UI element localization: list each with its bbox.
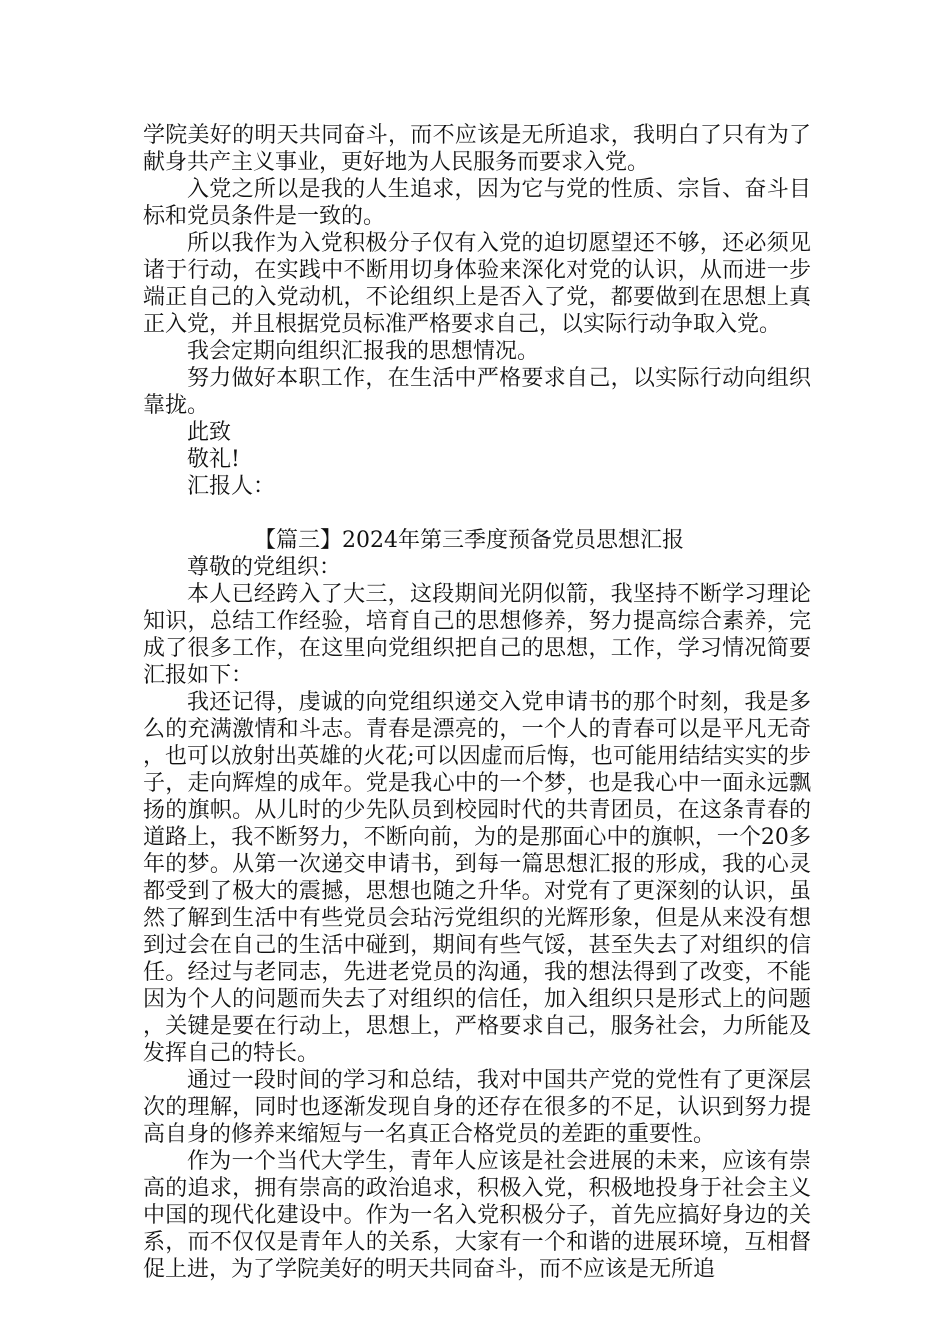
closing-regards: 敬礼! xyxy=(187,447,240,472)
section-paragraph-4: 作为一个当代大学生，青年人应该是社会进展的未来，应该有崇高的追求，拥有崇高的政治追求，积极入党，积极地投身于社会主义中国的现代化建设中。作为一名入党积极分子，首先应搞好身边的关系，而不仅仅是青年人的关系，大家有一个和谐的进展环境，互相督促上进，为了学院美好的明天共同奋斗，而不应该是无所追 xyxy=(143,1149,811,1282)
section-gap xyxy=(143,500,811,527)
paragraph-2: 所以我作为入党积极分子仅有入党的迫切愿望还不够，还必须见诸于行动，在实践中不断用切身体验来深化对党的认识，从而进一步端正自己的入党动机，不论组织上是否入了党，都要做到在思想上真正入党，并且根据党员标准严格要求自己，以实际行动争取入党。 xyxy=(143,231,811,337)
section-paragraph-2: 我还记得，虔诚的向党组织递交入党申请书的那个时刻，我是多么的充满激情和斗志。青春是漂亮的，一个人的青春可以是平凡无奇，也可以放射出英雄的火花;可以因虚而后悔，也可能用结结实实的步子，走向辉煌的成年。党是我心中的一个梦，也是我心中一面永远飘扬的旗帜。从儿时的少先队员到校园时代的共青团员，在这条青春的道路上，我不断努力，不断向前，为的是那面心中的旗帜，一个20多年的梦。从第一次递交申请书，到每一篇思想汇报的形成，我的心灵都受到了极大的震撼，思想也随之升华。对党有了更深刻的认识，虽然了解到生活中有些党员会玷污党组织的光辉形象，但是从来没有想到过会在自己的生活中碰到，期间有些气馁，甚至失去了对组织的信任。经过与老同志，先进老党员的沟通，我的想法得到了改变，不能因为个人的问题而失去了对组织的信任，加入组织只是形式上的问题，关键是要在行动上，思想上，严格要求自己，服务社会，力所能及发挥自己的特长。 xyxy=(143,690,811,1066)
paragraph-3: 我会定期向组织汇报我的思想情况。 xyxy=(187,339,540,364)
salutation: 尊敬的党组织： xyxy=(187,555,342,580)
paragraph-continuation: 学院美好的明天共同奋斗，而不应该是无所追求，我明白了只有为了献身共产主义事业，更好地为人民服务而要求入党。 xyxy=(143,123,811,175)
section-paragraph-3: 通过一段时间的学习和总结，我对中国共产党的党性有了更深层次的理解，同时也逐渐发现自身的还存在很多的不足，认识到努力提高自身的修养来缩短与一名真正合格党员的差距的重要性。 xyxy=(143,1068,811,1147)
paragraph-4: 努力做好本职工作，在生活中严格要求自己，以实际行动向组织靠拢。 xyxy=(143,366,811,418)
section-title: 【篇三】2024年第三季度预备党员思想汇报 xyxy=(254,528,684,553)
section-paragraph-1: 本人已经跨入了大三，这段期间光阴似箭，我坚持不断学习理论知识，总结工作经验，培育自己的思想修养，努力提高综合素养，完成了很多工作，在这里向党组织把自己的思想，工作，学习情况简要汇报如下： xyxy=(143,582,811,688)
paragraph-1: 入党之所以是我的人生追求，因为它与党的性质、宗旨、奋斗目标和党员条件是一致的。 xyxy=(143,177,811,229)
document-page xyxy=(143,122,811,1283)
closing-reporter: 汇报人： xyxy=(187,474,276,499)
closing-salutation: 此致 xyxy=(187,420,232,445)
